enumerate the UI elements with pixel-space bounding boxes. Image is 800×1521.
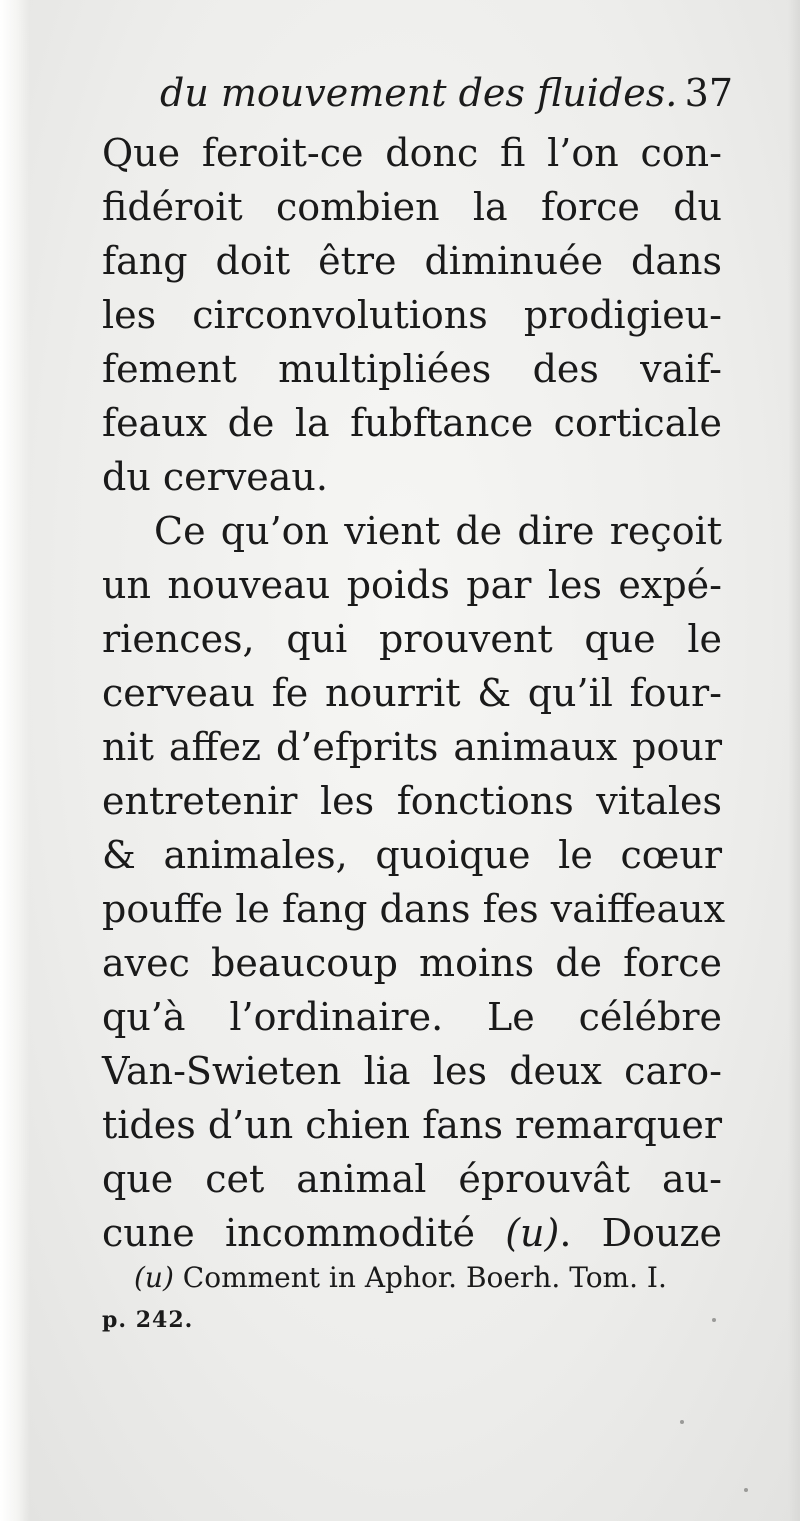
text-line: & animales, quoique le cœur: [102, 833, 722, 877]
running-head: [160, 68, 745, 118]
footnote-text: Comment in Aphor. Boerh. Tom. I.: [182, 1261, 667, 1294]
running-head-title: du mouvement des fluides.: [160, 71, 678, 115]
text-line: cerveau fe nourrit & qu’il four-: [102, 671, 722, 715]
text-line: un nouveau poids par les expé-: [102, 563, 722, 607]
paper-speck: [680, 1420, 684, 1424]
text-line: tides d’un chien fans remarquer: [102, 1103, 722, 1147]
text-line: fidéroit combien la force du: [102, 185, 722, 229]
body-text: [102, 126, 726, 1260]
footnote-line: [102, 1298, 722, 1338]
footnote: [102, 1258, 722, 1338]
text-line-with-note-ref: [102, 1206, 722, 1260]
text-line: riences, qui prouvent que le: [102, 617, 722, 661]
text-line: qu’à l’ordinaire. Le célébre: [102, 995, 722, 1039]
text-line-start: cune incommodité: [102, 1211, 475, 1255]
text-line: nit affez d’efprits animaux pour: [102, 725, 722, 769]
text-line: entretenir les fonctions vitales: [102, 779, 722, 823]
page-edge-shadow: [788, 0, 800, 1521]
page-gutter: [0, 0, 30, 1521]
paper-speck: [744, 1488, 748, 1492]
footnote-line: [102, 1258, 722, 1298]
footnote-page: p. 242.: [102, 1307, 194, 1333]
text-line: Que feroit-ce donc fi l’on con-: [102, 131, 722, 175]
text-line-end: . Douze: [559, 1211, 722, 1255]
paragraph-start-line: Ce qu’on vient de dire reçoit: [154, 509, 722, 553]
text-line: que cet animal éprouvât au-: [102, 1157, 722, 1201]
paragraph-end-line: du cerveau.: [102, 455, 328, 499]
paper-speck: [712, 1318, 716, 1322]
text-line: avec beaucoup moins de force: [102, 941, 722, 985]
footnote-mark: (u): [134, 1261, 174, 1294]
page-number: 37: [684, 71, 733, 115]
text-line: fement multipliées des vaif-: [102, 347, 722, 391]
text-line: pouffe le fang dans fes vaiffeaux: [102, 887, 726, 931]
text-line: feaux de la fubftance corticale: [102, 401, 722, 445]
text-line: Van-Swieten lia les deux caro-: [102, 1049, 722, 1093]
text-line: les circonvolutions prodigieu-: [102, 293, 722, 337]
footnote-reference: (u): [505, 1211, 560, 1255]
text-line: fang doit être diminuée dans: [102, 239, 722, 283]
